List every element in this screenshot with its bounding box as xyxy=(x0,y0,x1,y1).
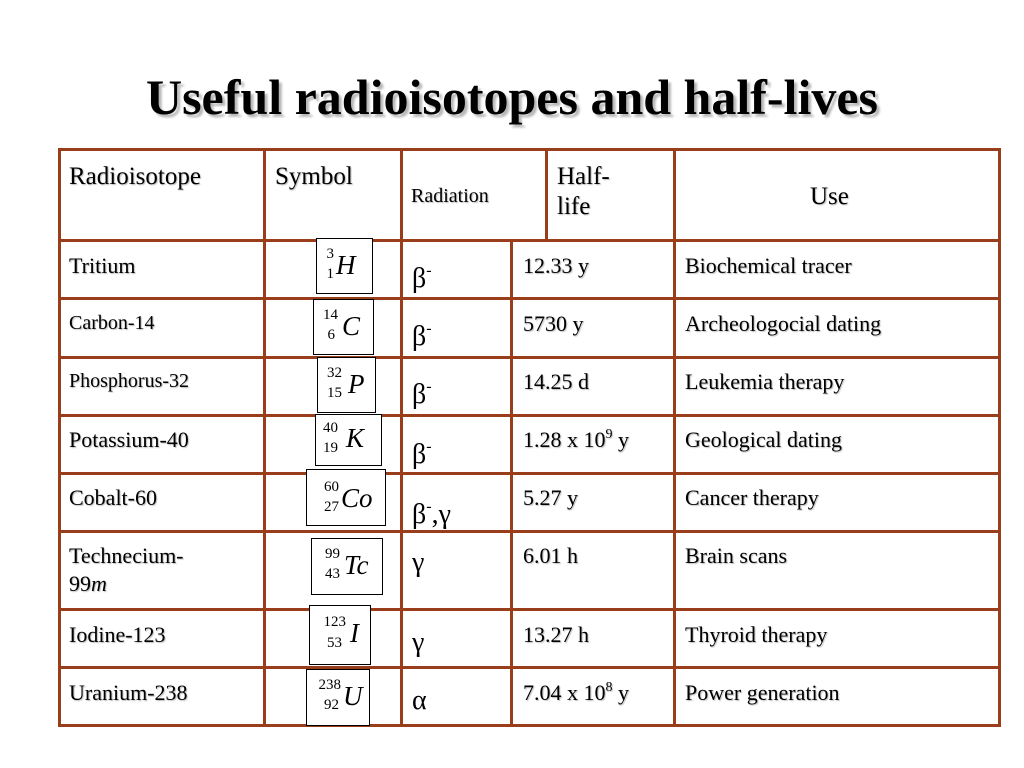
half-life xyxy=(523,621,589,648)
radiation-type xyxy=(412,492,451,530)
isotope-name: Tritium xyxy=(69,253,136,278)
isotope-name-line2 xyxy=(69,570,184,598)
radiation-type xyxy=(412,432,432,470)
radiation-charge: - xyxy=(426,498,432,515)
isotope-symbol xyxy=(306,469,386,526)
header-symbol: Symbol xyxy=(275,163,353,190)
half-life xyxy=(523,542,578,569)
isotope-symbol xyxy=(311,538,383,595)
half-life-value: 1.28 x 10 xyxy=(523,427,606,452)
half-life-unit: y xyxy=(612,427,629,452)
isotope-name: Phosphorus-32 xyxy=(69,370,190,392)
row-divider xyxy=(58,472,1001,475)
half-life xyxy=(523,310,584,337)
atomic-number: 19 xyxy=(323,440,338,456)
isotope-mass-label: 99 xyxy=(69,571,91,596)
row-divider xyxy=(58,414,1001,417)
mass-number: 238 xyxy=(318,677,341,693)
isotope-use: Thyroid therapy xyxy=(685,622,828,647)
isotope-name: Iodine-123 xyxy=(69,622,166,647)
row-divider xyxy=(58,530,1001,533)
isotope-symbol xyxy=(313,299,374,355)
header-halflife-line1: Half- xyxy=(557,163,610,190)
header-radioisotope: Radioisotope xyxy=(69,163,201,190)
element-letter: H xyxy=(336,250,356,280)
mass-number: 32 xyxy=(327,365,342,381)
isotope-name: Carbon-14 xyxy=(69,312,155,334)
atomic-number: 92 xyxy=(324,697,339,713)
isotope-name-line1: Technecium- xyxy=(69,543,184,568)
isotope-name: Uranium-238 xyxy=(69,680,188,705)
col-divider xyxy=(400,148,403,727)
radiation-type xyxy=(412,256,432,294)
half-life-value: 7.04 x 10 xyxy=(523,680,606,705)
radiation-symbol: α xyxy=(412,685,427,716)
radiation-symbol: γ xyxy=(412,547,425,578)
header-use: Use xyxy=(810,183,849,210)
half-life-exponent: 9 xyxy=(605,427,613,442)
isotope-use: Leukemia therapy xyxy=(685,369,845,394)
half-life xyxy=(523,368,589,395)
radiation-charge: - xyxy=(426,438,432,455)
isotope-use: Cancer therapy xyxy=(685,485,819,510)
isotope-use: Archeologocial dating xyxy=(685,311,882,336)
col-divider xyxy=(263,148,266,727)
half-life-value: 6.01 h xyxy=(523,543,578,568)
radiation-charge: - xyxy=(426,262,432,279)
isotope-use: Biochemical tracer xyxy=(685,253,852,278)
row-divider xyxy=(58,356,1001,359)
mass-number: 3 xyxy=(326,246,334,262)
atomic-number: 15 xyxy=(327,385,342,401)
header-radiation: Radiation xyxy=(411,185,489,207)
table-border-right xyxy=(998,148,1001,727)
isotope-symbol xyxy=(306,669,370,726)
radiation-type xyxy=(412,372,432,410)
isotope-name: Cobalt-60 xyxy=(69,485,157,510)
col-divider-header xyxy=(545,148,548,242)
element-letter: K xyxy=(346,423,365,453)
row-divider xyxy=(58,608,1001,611)
half-life xyxy=(523,252,589,279)
radiation-symbol: β xyxy=(412,321,427,352)
atomic-number: 53 xyxy=(327,635,342,651)
table-border-top xyxy=(58,148,1001,151)
col-divider-body xyxy=(510,239,513,727)
row-divider xyxy=(58,666,1001,669)
isotope-use: Brain scans xyxy=(685,543,788,568)
isotope-name: Potassium-40 xyxy=(69,427,189,452)
element-letter: U xyxy=(343,681,363,711)
mass-number: 60 xyxy=(324,479,339,495)
radiation-type xyxy=(412,548,424,578)
half-life-unit: y xyxy=(612,680,629,705)
atomic-number: 27 xyxy=(324,499,339,515)
mass-number: 14 xyxy=(323,307,338,323)
half-life-exponent: 8 xyxy=(605,680,613,695)
isotope-name xyxy=(69,542,184,598)
isotope-symbol xyxy=(317,357,376,413)
table-border-left xyxy=(58,148,61,727)
half-life xyxy=(523,484,578,511)
element-letter: Tc xyxy=(344,550,369,580)
half-life-value: 5730 y xyxy=(523,311,584,336)
half-life-value: 14.25 d xyxy=(523,369,589,394)
radiation-type xyxy=(412,686,427,716)
atomic-number: 43 xyxy=(325,566,340,582)
isotope-symbol xyxy=(309,605,371,665)
half-life-value: 13.27 h xyxy=(523,622,589,647)
radiation-type xyxy=(412,314,432,352)
element-letter: Co xyxy=(341,483,373,513)
mass-number: 40 xyxy=(323,420,338,436)
radiation-type xyxy=(412,628,424,658)
row-divider xyxy=(58,239,1001,242)
half-life xyxy=(523,426,629,453)
half-life-value: 12.33 y xyxy=(523,253,589,278)
isotope-use: Power generation xyxy=(685,680,840,705)
radiation-symbol: β xyxy=(412,379,427,410)
header-halflife-line2: life xyxy=(557,193,591,220)
radiation-symbol: γ xyxy=(412,627,425,658)
radiation-secondary: ,γ xyxy=(431,499,451,530)
table-border-bottom xyxy=(58,724,1001,727)
mass-number: 123 xyxy=(323,614,346,630)
half-life-value: 5.27 y xyxy=(523,485,578,510)
row-divider xyxy=(58,297,1001,300)
page-title: Useful radioisotopes and half-lives xyxy=(145,69,878,125)
col-divider xyxy=(673,148,676,727)
element-letter: C xyxy=(342,311,361,341)
radiation-charge: - xyxy=(426,378,432,395)
element-letter: P xyxy=(348,369,365,399)
isotope-symbol xyxy=(316,238,373,294)
radiation-symbol: β xyxy=(412,499,427,530)
half-life xyxy=(523,679,629,706)
radiation-symbol: β xyxy=(412,439,427,470)
isotope-symbol xyxy=(315,414,382,466)
atomic-number: 6 xyxy=(327,327,335,343)
radiation-symbol: β xyxy=(412,263,427,294)
element-letter: I xyxy=(350,618,359,648)
atomic-number: 1 xyxy=(326,266,334,282)
radiation-charge: - xyxy=(426,320,432,337)
mass-number: 99 xyxy=(325,546,340,562)
metastable-marker: m xyxy=(91,571,107,596)
isotope-use: Geological dating xyxy=(685,427,843,452)
